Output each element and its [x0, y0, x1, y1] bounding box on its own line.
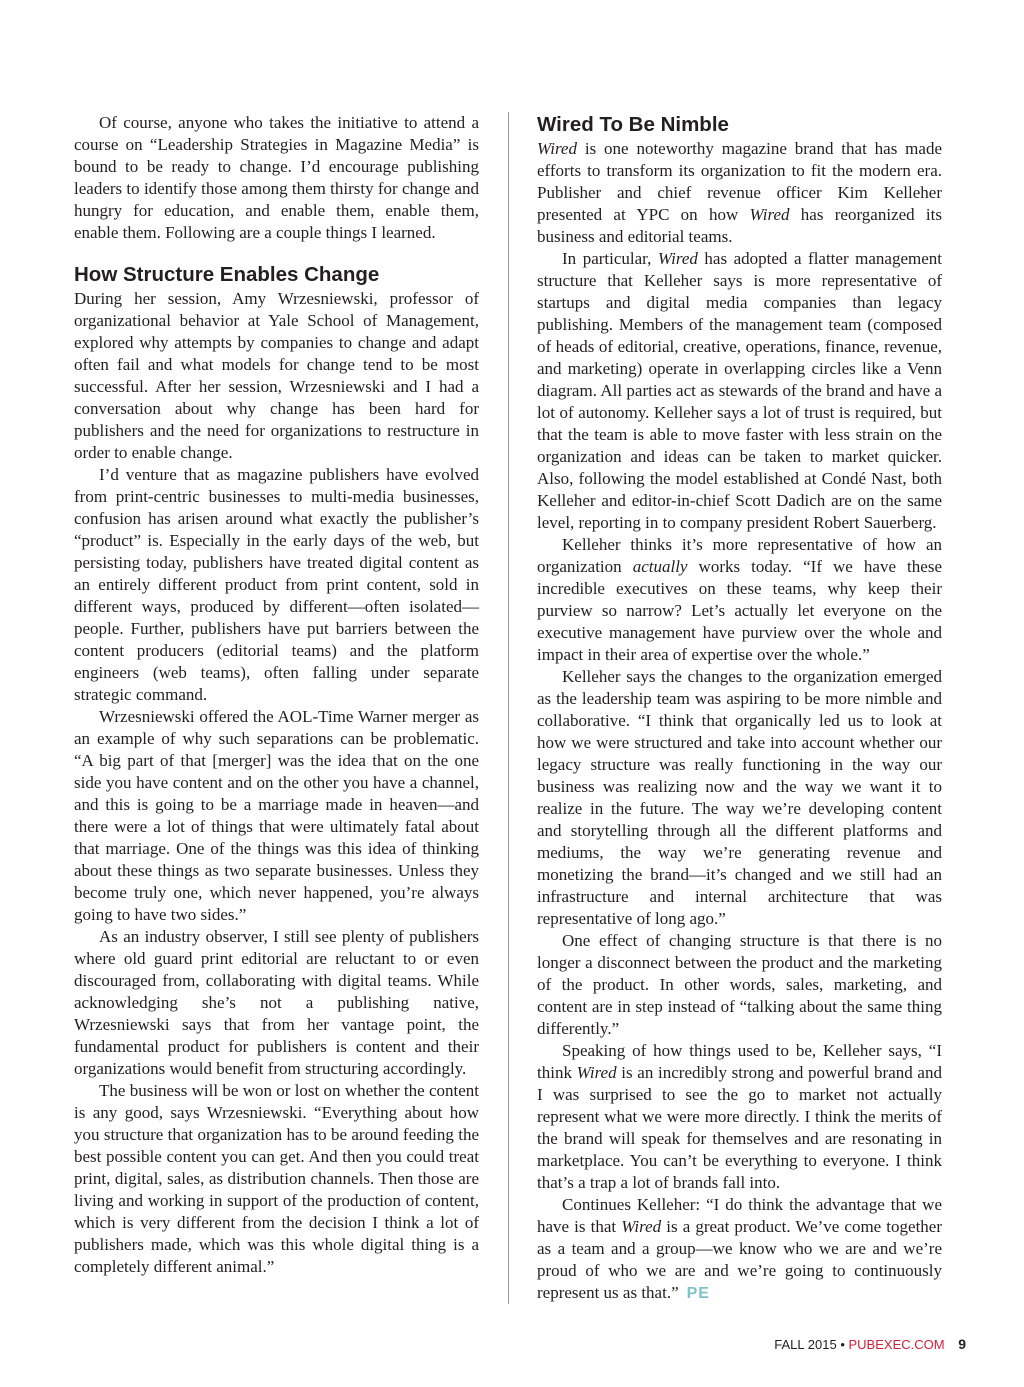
body-paragraph: I’d venture that as magazine publishers have evolved from print-centric businesses to multi-media businesses, confusion has arisen around what exactly the publisher’s “product” is. Especially in the early days of the web, but persisting today, publishers have treated digital content as an entirely different product from print content, sold in different ways, produced by different—often isolated—people. Further, publishers have put barriers between the content producers (editorial teams) and the platform engineers (web teams), often falling under separate strategic command. — [74, 465, 479, 704]
left-column — [74, 112, 479, 1278]
end-mark-logo: PE — [686, 1285, 710, 1302]
text-run: is a great product. We’ve come together as a team and a group—we know who we are and we’re proud of who we are and we’re going to continuously represent us as that.” — [537, 1217, 943, 1302]
magazine-title: Wired — [537, 139, 577, 158]
page-footer — [774, 1336, 966, 1352]
body-paragraph: Kelleher says the changes to the organization emerged as the leadership team was aspiring to be more nimble and collaborative. “I think that organically led us to look at how we were structured and take into account whether our legacy structure was really functioning in the way our business was realizing now and the way we want it to realize in the future. The way we’re developing content and storytelling through all the different platforms and mediums, the way we’re generating revenue and monetizing the brand—it’s changed and we still had an infrastructure and internal architecture that was representative of long ago.” — [537, 667, 942, 928]
body-paragraph — [537, 138, 942, 248]
section-heading-wired: Wired To Be Nimble — [537, 113, 729, 136]
body-paragraph: As an industry observer, I still see plenty of publishers where old guard print editorial are reluctant to or even discouraged from, collaborating with digital teams. While acknowledging she’s not a publishing native, Wrzesniewski says that from her vantage point, the fundamental product for publishers is content and their organizations would benefit from structuring accordingly. — [74, 927, 479, 1078]
issue-label: FALL 2015 — [774, 1337, 837, 1352]
text-run: Kelleher thinks it’s more representative of how an organization — [537, 535, 942, 576]
section-heading-structure: How Structure Enables Change — [74, 263, 380, 286]
body-paragraph: During her session, Amy Wrzesniewski, professor of organizational behavior at Yale School of Management, explored why attempts by companies to change and adapt often fail and what models for change tend to be most successful. After her session, Wrzesniewski and I had a conversation about why change has been hard for publishers and the need for organizations to restructure in order to enable change. — [74, 289, 479, 462]
body-paragraph — [537, 534, 942, 666]
body-paragraph: Wrzesniewski offered the AOL-Time Warner merger as an example of why such separations can be problematic. “A big part of that [merger] was the idea that on the one side you have content and on the other you have a channel, and this is going to be a marriage made in heaven—and there were a lot of things that were ultimately fatal about that marriage. One of the things was this idea of thinking about these things as two separate businesses. Unless they become truly one, which never happened, you’re always going to have two sides.” — [74, 707, 479, 924]
column-divider — [508, 112, 509, 1304]
text-run: Speaking of how things used to be, Kelleher says, “I think — [537, 1041, 942, 1082]
text-run: is one noteworthy magazine brand that has made efforts to transform its organization to fit the modern era. Publisher and chief revenue officer Kim Kelleher presented at YPC on how — [537, 139, 942, 224]
footer-bullet: • — [840, 1337, 845, 1352]
text-run: works today. “If we have these incredible executives on these teams, why keep their purview so narrow? Let’s actually let everyone on the executive management have purview over the whole and impact in their area of expertise over the whole.” — [537, 557, 942, 664]
page-number: 9 — [958, 1336, 966, 1352]
body-paragraph — [537, 248, 942, 534]
right-column — [537, 112, 942, 1305]
magazine-title: Wired — [621, 1217, 662, 1236]
intro-paragraph: Of course, anyone who takes the initiative to attend a course on “Leadership Strategies in Magazine Media” is bound to be ready to change. I’d encourage publishing leaders to identify those among them thirsty for change and hungry for education, and enable them, enable them, enable them. Following are a couple things I learned. — [74, 113, 479, 242]
magazine-title: Wired — [657, 249, 698, 268]
text-run: has adopted a flatter management structure that Kelleher says is more representative of startups and digital media companies than legacy publishing. Members of the management team (composed of heads of editorial, creative, operations, finance, revenue, and marketing) operate in overlapping circles like a Venn diagram. All parties act as stewards of the brand and have a lot of autonomy. Kelleher says a lot of trust is required, but that the team is able to move faster with less strain on the organization and ideas can be taken to market quicker. Also, following the model established at Condé Nast, both Kelleher and editor-in-chief Scott Dadich are on the same level, reporting in to company president Robert Sauerberg. — [537, 249, 942, 532]
emphasis: actually — [632, 557, 688, 576]
magazine-title: Wired — [576, 1063, 617, 1082]
body-paragraph — [537, 1040, 942, 1194]
text-run: is an incredibly strong and powerful brand and I was surprised to see the go to market not actually represent what we were more directly. I think the merits of the brand will speak for themselves and are resonating in marketplace. You can’t be everything to everyone. I think that’s a trap a lot of brands fall into. — [537, 1063, 942, 1192]
text-run: has reorganized its business and editorial teams. — [537, 205, 942, 246]
body-paragraph: One effect of changing structure is that there is no longer a disconnect between the product and the marketing of the product. In other words, sales, marketing, and content are in step instead of “talking about the same thing differently.” — [537, 931, 942, 1038]
magazine-title: Wired — [749, 205, 790, 224]
text-run: In particular, — [562, 249, 658, 268]
body-paragraph — [537, 1194, 942, 1305]
website-link[interactable]: PUBEXEC.COM — [848, 1337, 945, 1352]
text-run: Continues Kelleher: “I do think the advantage that we have is that — [537, 1195, 942, 1236]
body-paragraph: The business will be won or lost on whether the content is any good, says Wrzesniewski. “Everything about how you structure that organization has to be around feeding the best possible content you can get. And then you could treat print, digital, sales, as distribution channels. Then those are living and working in support of the production of content, which is very different from the decision I think a lot of publishers made, which was this whole digital thing is a completely different animal.” — [74, 1081, 479, 1276]
